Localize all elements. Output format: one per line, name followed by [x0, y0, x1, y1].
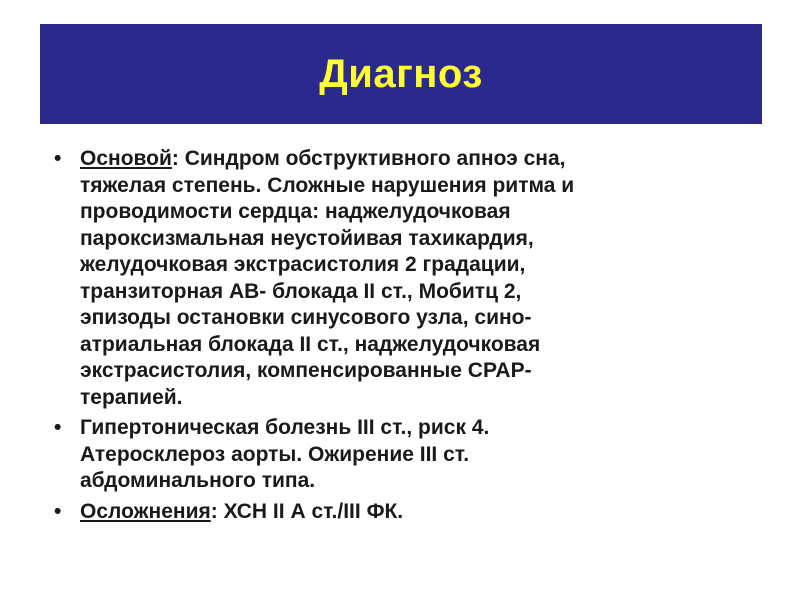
slide-title: Диагноз	[319, 51, 483, 96]
label-complications: Осложнения	[80, 499, 211, 523]
title-bar	[40, 24, 762, 124]
bullet-line: абдоминального типа.	[80, 469, 316, 492]
bullet-marker: •	[54, 416, 62, 439]
bullet-line: тяжелая степень. Сложные нарушения ритма и	[80, 173, 575, 197]
bullet-marker: •	[54, 499, 62, 523]
bullet-line: проводимости сердца: наджелудочковая	[80, 200, 511, 223]
label-main-diagnosis: Основой	[80, 147, 172, 170]
bullet-list	[52, 146, 682, 529]
bullet-line: эпизоды остановки синусового узла, сино-	[80, 306, 532, 329]
bullet-line: желудочковая экстрасистолия 2 градации,	[80, 253, 526, 276]
bullet-line: Атеросклероз аорты. Ожирение III ст.	[80, 442, 470, 466]
bullet-item-main-diagnosis	[52, 146, 682, 411]
bullet-line: атриальная блокада II ст., наджелудочковая	[80, 332, 541, 356]
bullet-line: терапией.	[80, 385, 183, 409]
bullet-line: Гипертоническая болезнь III ст., риск 4.	[80, 416, 490, 439]
bullet-line: экстрасистолия, компенсированные CPAP-	[80, 359, 532, 382]
bullet-text: Синдром обструктивного апноэ сна,	[184, 147, 566, 170]
bullet-line: транзиторная АВ- блокада II ст., Мобитц 2,	[80, 279, 522, 303]
label-separator: :	[210, 499, 224, 523]
bullet-line	[80, 499, 682, 526]
label-separator: :	[171, 147, 185, 170]
bullet-item-hypertension	[52, 415, 682, 495]
bullet-line: пароксизмальная неустойивая тахикардия,	[80, 226, 534, 250]
bullet-marker: •	[54, 147, 62, 170]
bullet-item-complications	[52, 499, 682, 526]
bullet-line	[80, 146, 682, 173]
bullet-text: ХСН II А ст./III ФК.	[223, 499, 404, 523]
